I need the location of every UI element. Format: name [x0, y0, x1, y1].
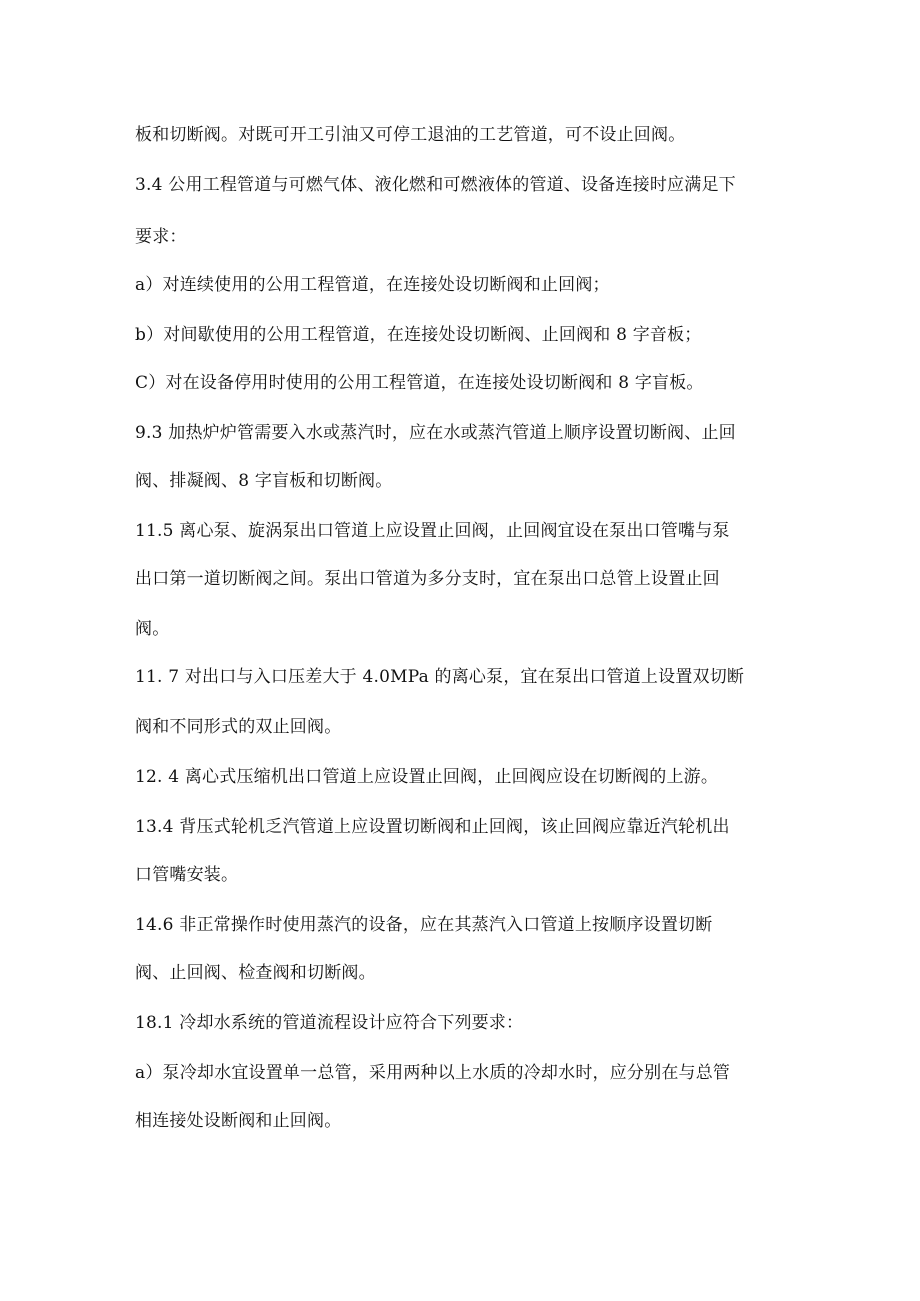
text-line: 9.3 加热炉炉管需要入水或蒸汽时，应在水或蒸汽管道上顺序设置切断阀、止回 [135, 423, 736, 443]
text-line: 14.6 非正常操作时使用蒸汽的设备，应在其蒸汽入口管道上按顺序设置切断 [135, 915, 713, 935]
text-line: 阀。 [135, 619, 170, 639]
text-line: 11.5 离心泵、旋涡泵出口管道上应设置止回阀，止回阀宜设在泵出口管嘴与泵 [135, 521, 730, 541]
text-line: a）泵冷却水宜设置单一总管，采用两种以上水质的冷却水时，应分别在与总管 [135, 1063, 731, 1083]
text-line: 13.4 背压式轮机乏汽管道上应设置切断阀和止回阀，该止回阀应靠近汽轮机出 [135, 817, 730, 837]
text-line: 12. 4 离心式压缩机出口管道上应设置止回阀，止回阀应设在切断阀的上游。 [135, 767, 719, 787]
text-line: 口管嘴安装。 [135, 865, 239, 885]
text-line: 板和切断阀。对既可开工引油又可停工退油的工艺管道，可不设止回阀。 [135, 125, 686, 145]
text-line: 出口第一道切断阀之间。泵出口管道为多分支时，宜在泵出口总管上设置止回 [135, 569, 720, 589]
text-line: 相连接处设断阀和止回阀。 [135, 1111, 342, 1131]
text-line: 阀、排凝阀、8 字盲板和切断阀。 [135, 471, 393, 491]
text-line: 18.1 冷却水系统的管道流程设计应符合下列要求： [135, 1013, 524, 1033]
text-line: 阀、止回阀、检查阀和切断阀。 [135, 963, 376, 983]
text-line: 3.4 公用工程管道与可燃气体、液化燃和可燃液体的管道、设备连接时应满足下 [135, 175, 736, 195]
text-line: 要求： [135, 227, 187, 247]
text-line: b）对间歇使用的公用工程管道，在连接处设切断阀、止回阀和 8 字音板； [135, 325, 702, 345]
text-line: a）对连续使用的公用工程管道，在连接处设切断阀和止回阀； [135, 275, 610, 295]
text-line: 11. 7 对出口与入口压差大于 4.0MPa 的离心泵，宜在泵出口管道上设置双切断 [135, 667, 745, 687]
text-line: C）对在设备停用时使用的公用工程管道，在连接处设切断阀和 8 字盲板。 [135, 373, 704, 393]
text-line: 阀和不同形式的双止回阀。 [135, 717, 342, 737]
